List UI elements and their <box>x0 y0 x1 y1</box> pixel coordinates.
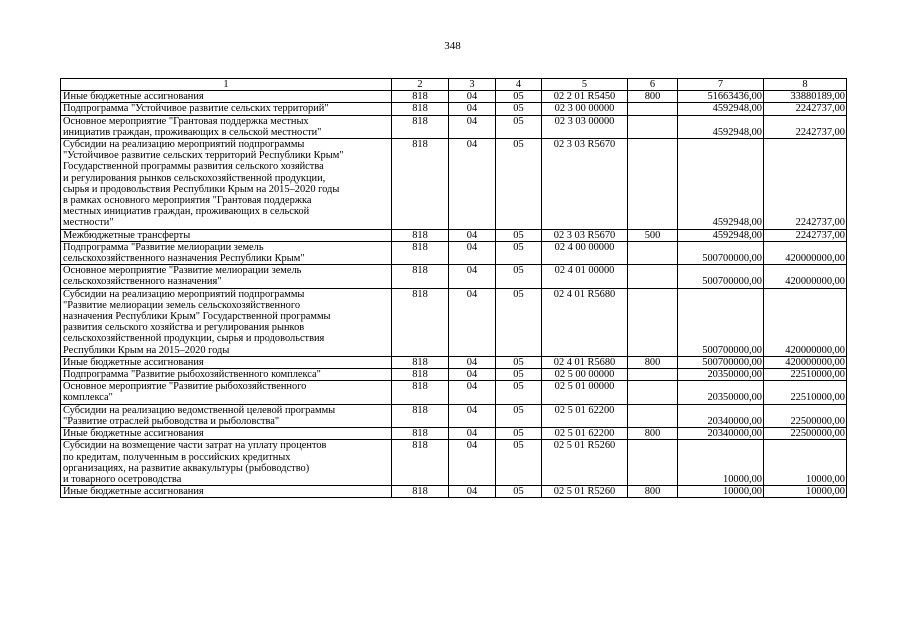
amount-year1-cell: 500700000,00 <box>678 288 764 356</box>
expense-type-cell: 800 <box>628 356 678 368</box>
amount-year2-cell: 420000000,00 <box>764 288 847 356</box>
table-row <box>61 381 847 404</box>
amount-year2-cell: 2242737,00 <box>764 115 847 138</box>
row-name-cell: Основное мероприятие "Развитие мелиорации земель сельскохозяйственного назначения" <box>61 265 392 288</box>
amount-year1-cell: 4592948,00 <box>678 139 764 230</box>
amount-year1-cell: 20350000,00 <box>678 369 764 381</box>
target-article-cell: 02 5 01 00000 <box>542 381 628 404</box>
subsection-code-cell: 05 <box>496 115 542 138</box>
target-article-cell: 02 5 01 R5260 <box>542 440 628 486</box>
grbs-code-cell: 818 <box>392 404 449 427</box>
table-row <box>61 241 847 264</box>
budget-table-body <box>61 91 847 498</box>
amount-year2-cell: 10000,00 <box>764 486 847 498</box>
expense-type-cell <box>628 265 678 288</box>
column-header: 7 <box>678 79 764 91</box>
amount-year2-cell: 22510000,00 <box>764 369 847 381</box>
column-header: 1 <box>61 79 392 91</box>
table-row <box>61 139 847 230</box>
amount-year2-cell: 33880189,00 <box>764 91 847 103</box>
subsection-code-cell: 05 <box>496 404 542 427</box>
expense-type-cell <box>628 103 678 115</box>
column-header: 3 <box>449 79 496 91</box>
subsection-code-cell: 05 <box>496 381 542 404</box>
subsection-code-cell: 05 <box>496 103 542 115</box>
table-row <box>61 369 847 381</box>
section-code-cell: 04 <box>449 229 496 241</box>
table-row <box>61 440 847 486</box>
grbs-code-cell: 818 <box>392 381 449 404</box>
section-code-cell: 04 <box>449 381 496 404</box>
row-name-cell: Основное мероприятие "Развитие рыбохозяйственного комплекса" <box>61 381 392 404</box>
section-code-cell: 04 <box>449 440 496 486</box>
grbs-code-cell: 818 <box>392 486 449 498</box>
amount-year2-cell: 10000,00 <box>764 440 847 486</box>
row-name-cell: Межбюджетные трансферты <box>61 229 392 241</box>
amount-year1-cell: 4592948,00 <box>678 229 764 241</box>
subsection-code-cell: 05 <box>496 369 542 381</box>
expense-type-cell: 800 <box>628 486 678 498</box>
expense-type-cell: 500 <box>628 229 678 241</box>
target-article-cell: 02 4 01 R5680 <box>542 356 628 368</box>
header-row <box>61 79 847 91</box>
section-code-cell: 04 <box>449 486 496 498</box>
amount-year1-cell: 20350000,00 <box>678 381 764 404</box>
subsection-code-cell: 05 <box>496 229 542 241</box>
column-header: 6 <box>628 79 678 91</box>
expense-type-cell <box>628 241 678 264</box>
grbs-code-cell: 818 <box>392 229 449 241</box>
amount-year2-cell: 2242737,00 <box>764 139 847 230</box>
subsection-code-cell: 05 <box>496 241 542 264</box>
row-name-cell: Подпрограмма "Развитие рыбохозяйственного комплекса" <box>61 369 392 381</box>
table-row <box>61 428 847 440</box>
subsection-code-cell: 05 <box>496 265 542 288</box>
subsection-code-cell: 05 <box>496 288 542 356</box>
table-row <box>61 229 847 241</box>
amount-year1-cell: 4592948,00 <box>678 103 764 115</box>
column-header: 2 <box>392 79 449 91</box>
section-code-cell: 04 <box>449 139 496 230</box>
amount-year2-cell: 420000000,00 <box>764 356 847 368</box>
row-name-cell: Иные бюджетные ассигнования <box>61 428 392 440</box>
amount-year2-cell: 2242737,00 <box>764 103 847 115</box>
expense-type-cell: 800 <box>628 91 678 103</box>
target-article-cell: 02 3 03 00000 <box>542 115 628 138</box>
target-article-cell: 02 5 01 R5260 <box>542 486 628 498</box>
row-name-cell: Иные бюджетные ассигнования <box>61 91 392 103</box>
row-name-cell: Подпрограмма "Устойчивое развитие сельских территорий" <box>61 103 392 115</box>
column-header: 4 <box>496 79 542 91</box>
amount-year1-cell: 10000,00 <box>678 486 764 498</box>
section-code-cell: 04 <box>449 404 496 427</box>
row-name-cell: Основное мероприятие "Грантовая поддержка местных инициатив граждан, проживающих в сельской местности" <box>61 115 392 138</box>
grbs-code-cell: 818 <box>392 139 449 230</box>
grbs-code-cell: 818 <box>392 369 449 381</box>
row-name-cell: Иные бюджетные ассигнования <box>61 486 392 498</box>
section-code-cell: 04 <box>449 241 496 264</box>
target-article-cell: 02 3 00 00000 <box>542 103 628 115</box>
row-name-cell: Субсидии на реализацию ведомственной целевой программы "Развитие отраслей рыбоводства и рыболовства" <box>61 404 392 427</box>
table-row <box>61 404 847 427</box>
expense-type-cell <box>628 115 678 138</box>
grbs-code-cell: 818 <box>392 265 449 288</box>
subsection-code-cell: 05 <box>496 486 542 498</box>
expense-type-cell <box>628 381 678 404</box>
target-article-cell: 02 2 01 R5450 <box>542 91 628 103</box>
grbs-code-cell: 818 <box>392 288 449 356</box>
page-number: 348 <box>444 40 461 52</box>
section-code-cell: 04 <box>449 369 496 381</box>
expense-type-cell: 800 <box>628 428 678 440</box>
grbs-code-cell: 818 <box>392 91 449 103</box>
subsection-code-cell: 05 <box>496 356 542 368</box>
expense-type-cell <box>628 404 678 427</box>
expense-type-cell <box>628 369 678 381</box>
column-header: 5 <box>542 79 628 91</box>
target-article-cell: 02 5 01 62200 <box>542 428 628 440</box>
section-code-cell: 04 <box>449 428 496 440</box>
target-article-cell: 02 4 01 00000 <box>542 265 628 288</box>
grbs-code-cell: 818 <box>392 440 449 486</box>
amount-year2-cell: 420000000,00 <box>764 265 847 288</box>
table-row <box>61 103 847 115</box>
subsection-code-cell: 05 <box>496 440 542 486</box>
expense-type-cell <box>628 440 678 486</box>
amount-year2-cell: 22500000,00 <box>764 404 847 427</box>
grbs-code-cell: 818 <box>392 356 449 368</box>
section-code-cell: 04 <box>449 288 496 356</box>
amount-year1-cell: 500700000,00 <box>678 356 764 368</box>
table-row <box>61 265 847 288</box>
target-article-cell: 02 3 03 R5670 <box>542 229 628 241</box>
subsection-code-cell: 05 <box>496 91 542 103</box>
target-article-cell: 02 3 03 R5670 <box>542 139 628 230</box>
amount-year1-cell: 500700000,00 <box>678 265 764 288</box>
column-header: 8 <box>764 79 847 91</box>
row-name-cell: Субсидии на реализацию мероприятий подпрограммы "Устойчивое развитие сельских территорий Республики Крым" Государственной программы развития сельского хозяйства и регулирования рынков сельскохозяйственной продукции, сырья и продовольствия Республики Крым на 2015–2020 годы в рамках основного мероприятия "Грантовая поддержка местных инициатив граждан, проживающих в сельской местности" <box>61 139 392 230</box>
table-row <box>61 288 847 356</box>
target-article-cell: 02 4 01 R5680 <box>542 288 628 356</box>
amount-year2-cell: 22500000,00 <box>764 428 847 440</box>
budget-table <box>60 78 847 498</box>
target-article-cell: 02 4 00 00000 <box>542 241 628 264</box>
table-row <box>61 115 847 138</box>
table-row <box>61 356 847 368</box>
expense-type-cell <box>628 288 678 356</box>
amount-year1-cell: 4592948,00 <box>678 115 764 138</box>
amount-year1-cell: 20340000,00 <box>678 428 764 440</box>
expense-type-cell <box>628 139 678 230</box>
row-name-cell: Субсидии на реализацию мероприятий подпрограммы "Развитие мелиорации земель сельскохозяйственного назначения Республики Крым" Государственной программы развития сельского хозяйства и регулирования рынков сельскохозяйственной продукции, сырья и продовольствия Республики Крым на 2015–2020 годы <box>61 288 392 356</box>
amount-year1-cell: 20340000,00 <box>678 404 764 427</box>
section-code-cell: 04 <box>449 356 496 368</box>
target-article-cell: 02 5 01 62200 <box>542 404 628 427</box>
row-name-cell: Подпрограмма "Развитие мелиорации земель сельскохозяйственного назначения Республики Крым" <box>61 241 392 264</box>
amount-year1-cell: 10000,00 <box>678 440 764 486</box>
table-row <box>61 91 847 103</box>
grbs-code-cell: 818 <box>392 115 449 138</box>
amount-year1-cell: 51663436,00 <box>678 91 764 103</box>
amount-year2-cell: 22510000,00 <box>764 381 847 404</box>
section-code-cell: 04 <box>449 103 496 115</box>
grbs-code-cell: 818 <box>392 103 449 115</box>
amount-year2-cell: 2242737,00 <box>764 229 847 241</box>
row-name-cell: Иные бюджетные ассигнования <box>61 356 392 368</box>
table-row <box>61 486 847 498</box>
section-code-cell: 04 <box>449 265 496 288</box>
grbs-code-cell: 818 <box>392 241 449 264</box>
subsection-code-cell: 05 <box>496 428 542 440</box>
subsection-code-cell: 05 <box>496 139 542 230</box>
target-article-cell: 02 5 00 00000 <box>542 369 628 381</box>
grbs-code-cell: 818 <box>392 428 449 440</box>
row-name-cell: Субсидии на возмещение части затрат на уплату процентов по кредитам, полученным в российских кредитных организациях, на развитие аквакультуры (рыбоводство) и товарного осетроводства <box>61 440 392 486</box>
section-code-cell: 04 <box>449 115 496 138</box>
section-code-cell: 04 <box>449 91 496 103</box>
amount-year1-cell: 500700000,00 <box>678 241 764 264</box>
amount-year2-cell: 420000000,00 <box>764 241 847 264</box>
